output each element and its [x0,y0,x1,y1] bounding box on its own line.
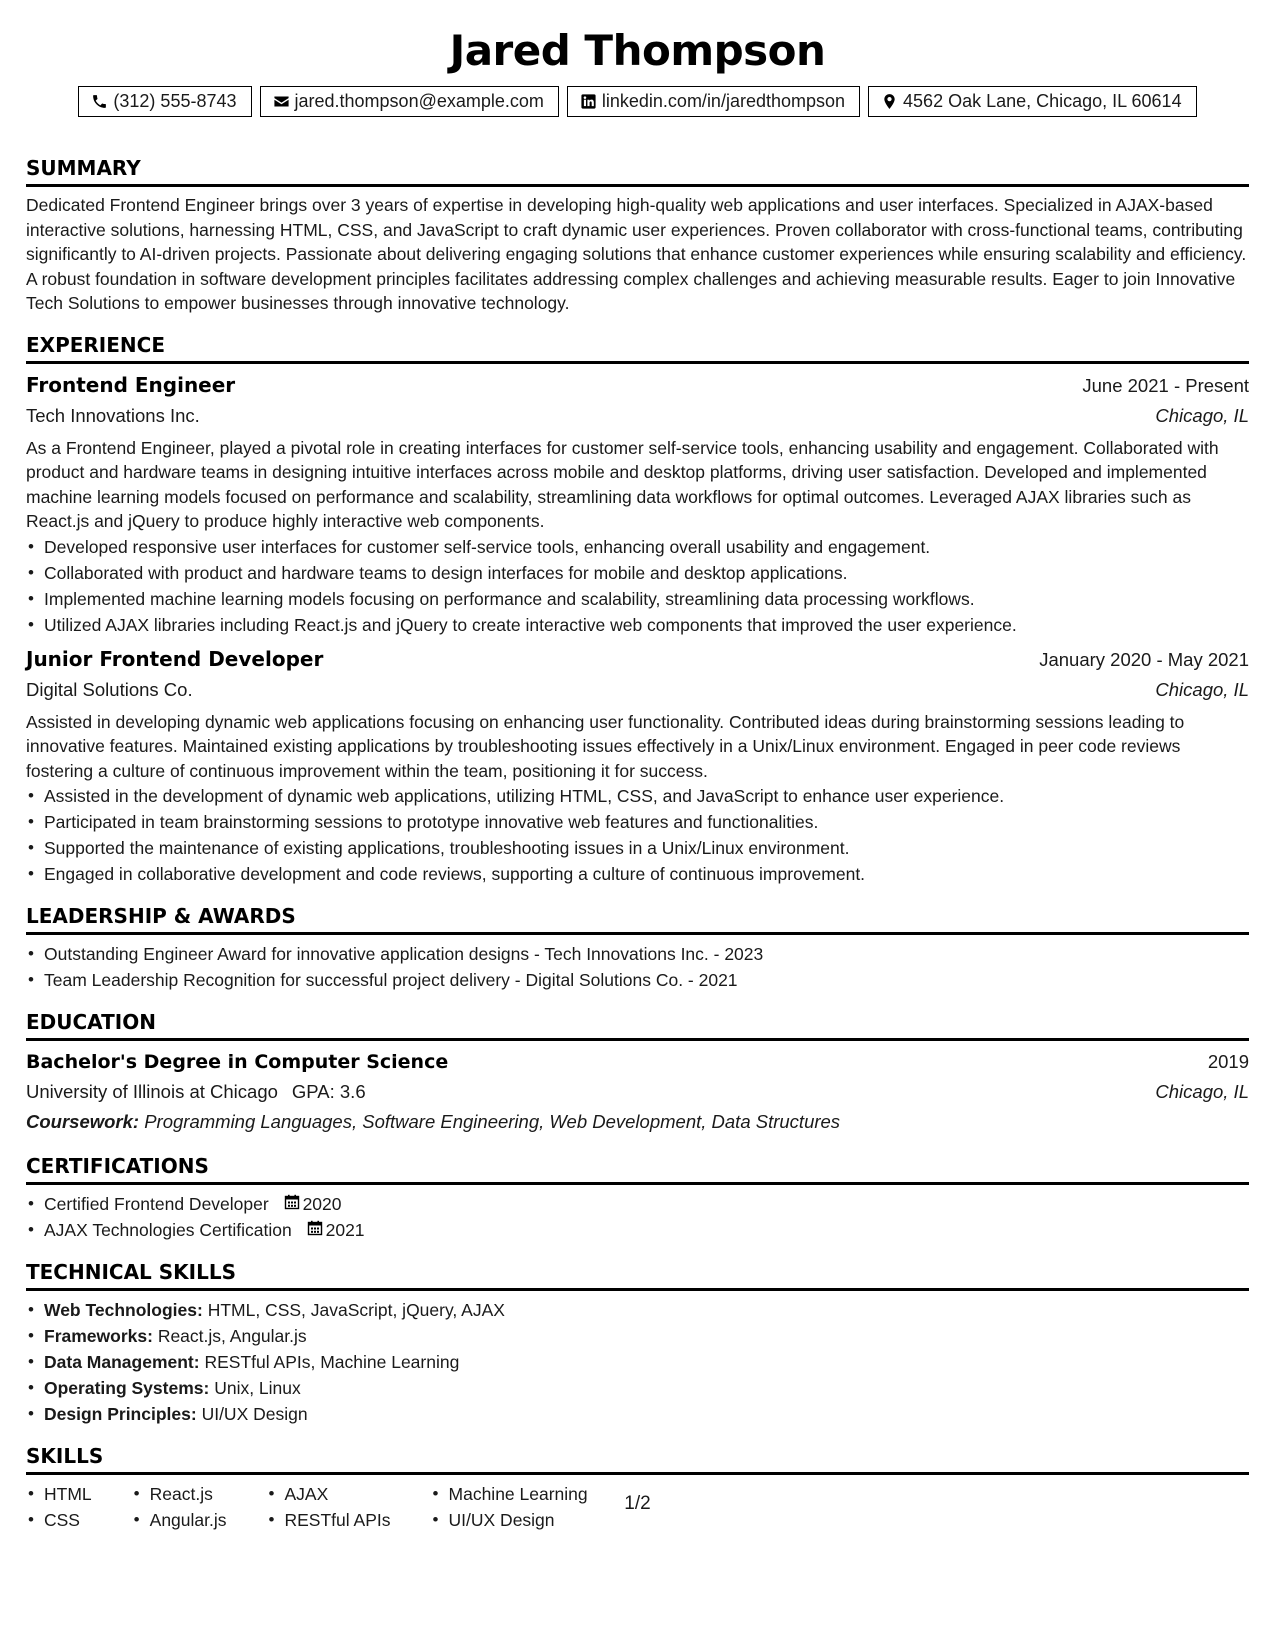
contact-email-text: jared.thompson@example.com [294,91,544,111]
degree-title: Bachelor's Degree in Computer Science [26,1051,449,1073]
contact-bar [26,86,1249,117]
skill-item: • Machine Learning [449,1481,588,1507]
job-bullet: • Implemented machine learning models focusing on performance and scalability, streamlining data processing workflows. [44,586,1249,612]
contact-linkedin-text: linkedin.com/in/jaredthompson [601,91,846,111]
job-dates: January 2020 - May 2021 [1039,648,1249,670]
certification-date: 2021 [325,1220,365,1240]
award-item: • Team Leadership Recognition for successful project delivery - Digital Solutions Co. - 2021 [44,967,1249,993]
linkedin-icon [580,93,597,110]
skill-item: • React.js [150,1481,227,1507]
map-pin-icon [881,93,898,110]
job-bullet: • Developed responsive user interfaces for customer self-service tools, enhancing overall usability and engagement. [44,534,1249,560]
certification-item [44,1191,1249,1217]
section-title: LEADERSHIP & AWARDS [26,903,1249,935]
job-location: Chicago, IL [1155,678,1249,700]
certification-name: AJAX Technologies Certification [44,1220,292,1240]
job-description: As a Frontend Engineer, played a pivotal role in creating interfaces for customer self-service tools, enhancing usability and engagement. Collaborated with product and hardware teams in designing intuitive interfaces across mobile and desktop platforms, driving user satisfaction. Developed and implemented machine learning models focused on performance and scalability, streamlining data workflows for optimal outcomes. Leveraged AJAX libraries such as React.js and jQuery to produce highly interactive web components. [26,437,1219,531]
job-bullet: • Assisted in the development of dynamic web applications, utilizing HTML, CSS, and JavaScript to enhance user experience. [44,783,1249,809]
job-dates: June 2021 - Present [1082,374,1249,396]
job-bullet: • Collaborated with product and hardware teams to design interfaces for mobile and desktop applications. [44,560,1249,586]
skill-item: • UI/UX Design [449,1507,588,1533]
technical-skill-item [44,1401,1249,1427]
section-title: TECHNICAL SKILLS [26,1259,1249,1291]
job-company: Digital Solutions Co. [26,678,193,700]
job-entry [26,644,1249,888]
skill-item: • Angular.js [150,1507,227,1533]
skill-values: React.js, Angular.js [157,1326,307,1346]
graduation-year: 2019 [1207,1051,1249,1072]
school-location: Chicago, IL [1155,1081,1249,1102]
certification-item [44,1217,1249,1243]
section-title: CERTIFICATIONS [26,1153,1249,1185]
contact-linkedin[interactable] [567,86,860,117]
coursework-line [26,1107,1249,1137]
skill-category: Data Management: [44,1352,200,1372]
job-bullets [26,534,1249,638]
certification-name: Certified Frontend Developer [44,1194,269,1214]
skill-item: • HTML [44,1481,92,1507]
skill-category: Operating Systems: [44,1378,210,1398]
coursework-list: Programming Languages, Software Engineering, Web Development, Data Structures [144,1111,841,1132]
contact-address [868,86,1197,117]
job-location: Chicago, IL [1155,404,1249,426]
contact-phone-text: (312) 555-8743 [113,91,237,111]
skill-item: • CSS [44,1507,92,1533]
leadership-section [26,903,1249,993]
award-list [26,941,1249,993]
summary-text: Dedicated Frontend Engineer brings over 3 years of expertise in developing high-quality web applications and user interfaces. Specialized in AJAX-based interactive solutions, harnessing HTML, CSS, and JavaScript to craft dynamic user experiences. Proven collaborator with cross-functional teams, contributing significantly to AI-driven projects. Passionate about delivering engaging solutions that enhance customer experiences while ensuring scalability and efficiency. A robust foundation in software development principles facilitates addressing complex challenges and achieving measurable results. Eager to join Innovative Tech Solutions to empower businesses through innovative technology. [26,195,1247,313]
job-title: Frontend Engineer [26,372,236,397]
education-section [26,1009,1249,1137]
contact-address-text: 4562 Oak Lane, Chicago, IL 60614 [903,91,1182,111]
technical-skill-item [44,1297,1249,1323]
phone-icon [91,93,108,110]
school-name: University of Illinois at Chicago [26,1081,278,1102]
coursework-label: Coursework: [26,1111,140,1132]
skill-category: Design Principles: [44,1404,197,1424]
contact-phone[interactable] [78,86,251,117]
skill-category: Web Technologies: [44,1300,203,1320]
section-title: SKILLS [26,1443,1249,1475]
calendar-icon [284,1191,300,1217]
school-line [26,1077,366,1107]
technical-skill-item [44,1323,1249,1349]
job-bullet: • Supported the maintenance of existing applications, troubleshooting issues in a Unix/Linux environment. [44,835,1249,861]
calendar-icon [307,1217,323,1243]
technical-skills-section [26,1259,1249,1427]
skill-values: UI/UX Design [201,1404,308,1424]
job-bullet: • Engaged in collaborative development and code reviews, supporting a culture of continuous improvement. [44,861,1249,887]
job-company: Tech Innovations Inc. [26,404,200,426]
skill-item: • RESTful APIs [285,1507,391,1533]
job-bullet: • Utilized AJAX libraries including React.js and jQuery to create interactive web components that improved the user experience. [44,612,1249,638]
skill-values: Unix, Linux [214,1378,301,1398]
envelope-icon [273,93,290,110]
technical-skill-list [26,1297,1249,1427]
technical-skill-item [44,1375,1249,1401]
skill-values: HTML, CSS, JavaScript, jQuery, AJAX [207,1300,505,1320]
job-description: Assisted in developing dynamic web applications focusing on enhancing user functionality. Contributed ideas during brainstorming sessions leading to innovative features. Maintained existing applications by troubleshooting issues effectively in a Unix/Linux environment. Engaged in peer code reviews fostering a culture of continuous improvement within the team, positioning it for success. [26,711,1185,781]
job-title: Junior Frontend Developer [26,646,324,671]
job-entry [26,370,1249,638]
section-title: EXPERIENCE [26,332,1249,364]
gpa: GPA: 3.6 [291,1081,366,1102]
award-item: • Outstanding Engineer Award for innovative application designs - Tech Innovations Inc. - 2023 [44,941,1249,967]
section-title: SUMMARY [26,155,1249,187]
certification-date: 2020 [302,1194,342,1214]
skills-section [26,1443,1249,1533]
contact-email[interactable] [260,86,559,117]
skill-item: • AJAX [285,1481,391,1507]
job-bullet: • Participated in team brainstorming sessions to prototype innovative web features and functionalities. [44,809,1249,835]
candidate-name: Jared Thompson [449,26,826,75]
job-bullets [26,783,1249,887]
skill-category: Frameworks: [44,1326,153,1346]
certifications-section [26,1153,1249,1243]
certification-list [26,1191,1249,1243]
summary-section [26,155,1249,316]
experience-section [26,332,1249,888]
section-title: EDUCATION [26,1009,1249,1041]
page-number: 1/2 [624,1493,651,1514]
skill-values: RESTful APIs, Machine Learning [204,1352,460,1372]
technical-skill-item [44,1349,1249,1375]
